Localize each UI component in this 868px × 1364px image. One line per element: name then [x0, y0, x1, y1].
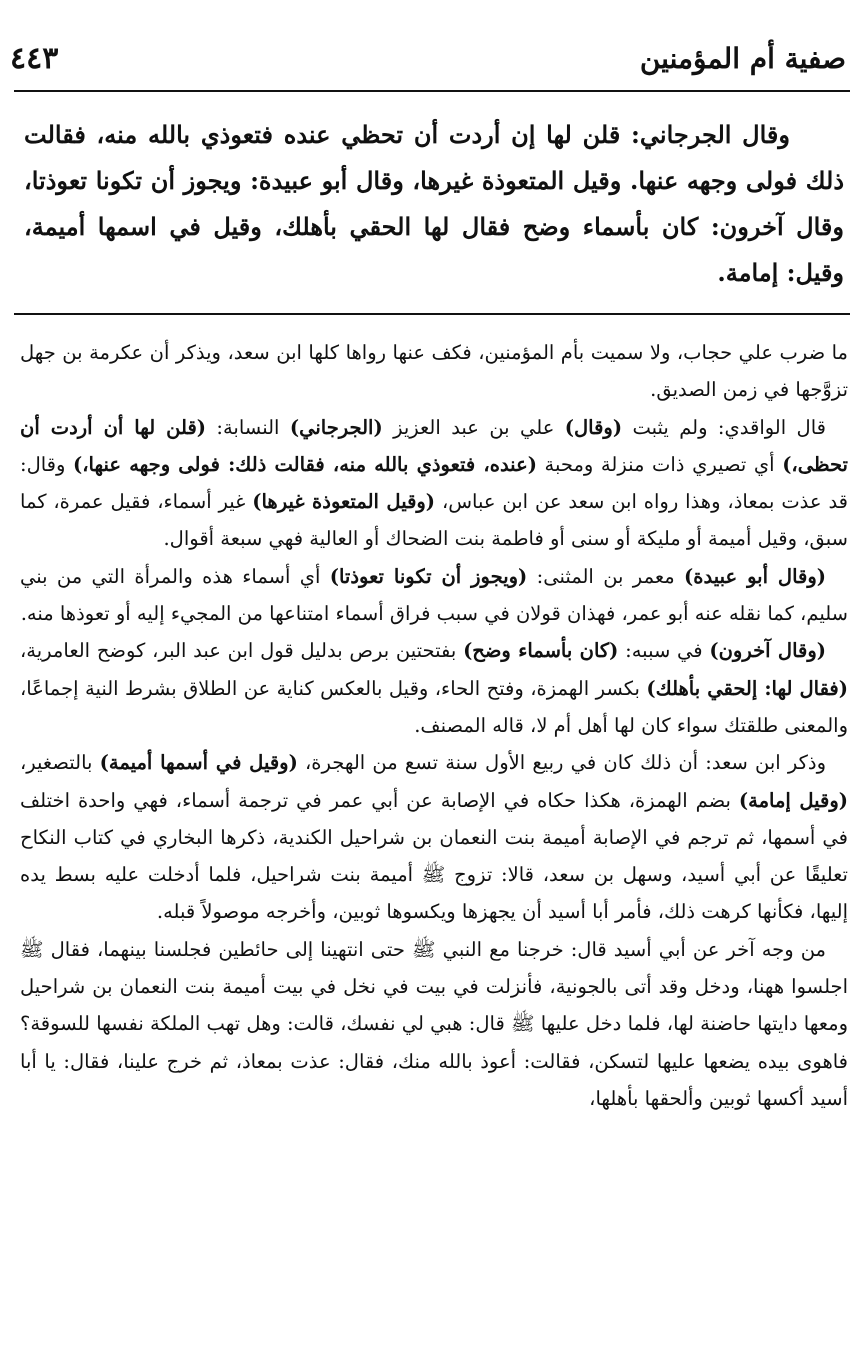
quoted-text: (كان بأسماء وضح) — [463, 639, 619, 663]
quoted-text: (وقال آخرون) — [709, 639, 826, 663]
commentary-text: النسابة: — [206, 415, 290, 439]
quoted-text: (عنده، فتعوذي بالله منه، فقالت ذلك: فولى وجهه عنها،) — [73, 452, 537, 476]
commentary-text: بكسر الهمزة، وفتح الحاء، وقيل بالعكس كناية عن الطلاق بشرط النية إجماعًا، والمعنى طلقتك سواء كان لها أهل أم لا، قاله المصنف. — [20, 676, 848, 737]
quoted-text: (ويجوز أن تكونا تعوذتا) — [329, 564, 528, 588]
commentary-text: بضم الهمزة، هكذا حكاه في الإصابة عن أبي عمر في ترجمة أسماء، فهي واحدة اختلف في أسمها، ثم ترجم في الإصابة أميمة بنت النعمان بن شراحيل الكندية، ذكرها البخاري في كتاب النكاح تعليقًا عن أبي أسيد، وسهل بن سعد، قالا: تزوج ﷺ أميمة بنت شراحيل، فلما أدخلت عليه بسط يده إليها، فكأنها كرهت ذلك، فأمر أبا أسيد أن يجهزها ويكسوها ثوبين، وأخرجه موصولاً قبله. — [20, 788, 848, 924]
commentary-text: قال الواقدي: ولم يثبت — [622, 415, 826, 439]
quoted-text: (وقيل إمامة) — [738, 788, 848, 812]
commentary-text: في سببه: — [618, 639, 710, 663]
commentary-text: من وجه آخر عن أبي أسيد قال: خرجنا مع النبي ﷺ حتى انتهينا إلى حائطين فجلسنا بينهما، فقال ﷺ اجلسوا ههنا، ودخل وقد أتى بالجونية، فأنزلت في بيت في نخل في بيت أميمة بنت النعمان بن شراحيل ومعها دايتها حاضنة لها، فلما دخل عليها ﷺ قال: هبي لي نفسك، قالت: وهل تهب الملكة نفسها للسوقة؟ فاهوى بيده يضعها عليها لتسكن، فقالت: أعوذ بالله منك، فقال: عذت بمعاذ، ثم خرج علينا، فقال: يا أبا أسيد أكسها ثوبين وألحقها بأهلها، — [20, 937, 848, 1110]
quoted-text: (وقيل في أسمها أميمة) — [99, 751, 298, 775]
commentary-paragraph-6 — [20, 931, 848, 1117]
commentary-text: ما ضرب علي حجاب، ولا سميت بأم المؤمنين، فكف عنها رواها كلها ابن سعد، ويذكر أن عكرمة بن جهل تزوَّجها في زمن الصديق. — [20, 341, 848, 402]
commentary-paragraph-1 — [20, 334, 848, 409]
commentary-text: وذكر ابن سعد: أن ذلك كان في ربيع الأول سنة تسع من الهجرة، — [297, 751, 826, 775]
quoted-text: (قلن لها أن أردت أن تحظى،) — [20, 415, 848, 476]
commentary-paragraph-2 — [20, 409, 848, 558]
commentary-text: بالتصغير، — [20, 751, 100, 775]
commentary-text: غير أسماء، فقيل عمرة، كما سبق، وقيل أميمة أو مليكة أو سنى أو فاطمة بنت الضحاك أو العالية فهي سبعة أقوال. — [20, 490, 848, 551]
page-header — [10, 28, 846, 88]
commentary-paragraph-3 — [20, 558, 848, 633]
quoted-text: (الجرجاني) — [289, 415, 383, 439]
header-divider — [14, 90, 850, 92]
main-text-paragraph: وقال الجرجاني: قلن لها إن أردت أن تحظي عنده فتعوذي بالله منه، فقالت ذلك فولى وجهه عنها. وقيل المتعوذة غيرها، وقال أبو عبيدة: ويجوز أن تكونا تعوذتا، وقال آخرون: كان بأسماء وضح فقال لها الحقي بأهلك، وقيل في اسمها أميمة، وقيل: إمامة. — [24, 120, 844, 287]
running-title: صفية أم المؤمنين — [639, 41, 846, 75]
commentary-divider — [14, 313, 850, 315]
quoted-text: (وقيل المتعوذة غيرها) — [252, 490, 436, 514]
commentary-text: أي تصيري ذات منزلة ومحبة — [536, 452, 783, 476]
commentary-paragraph-4 — [20, 632, 848, 744]
quoted-text: (وقال) — [564, 415, 623, 439]
main-text — [24, 112, 844, 296]
page-number: ٤٤٣ — [10, 40, 59, 76]
quoted-text: (فقال لها: إلحقي بأهلك) — [646, 676, 848, 700]
commentary — [20, 334, 848, 1117]
commentary-text: معمر بن المثنى: — [527, 564, 685, 588]
commentary-text: وقال: قد عذت بمعاذ، وهذا رواه ابن سعد عن ابن عباس، — [20, 452, 849, 514]
commentary-text: أي أسماء هذه والمرأة التي من بني سليم، كما نقله عنه أبو عمر، فهذان قولان في سبب فراق أسماء امتناعها من المجيء إليه أو تعوذها منه. — [20, 564, 848, 626]
quoted-text: (وقال أبو عبيدة) — [684, 564, 826, 588]
commentary-paragraph-5 — [20, 744, 848, 930]
commentary-text: علي بن عبد العزيز — [382, 415, 565, 439]
commentary-text: بفتحتين برص بدليل قول ابن عبد البر، كوضح العامرية، — [20, 639, 464, 663]
